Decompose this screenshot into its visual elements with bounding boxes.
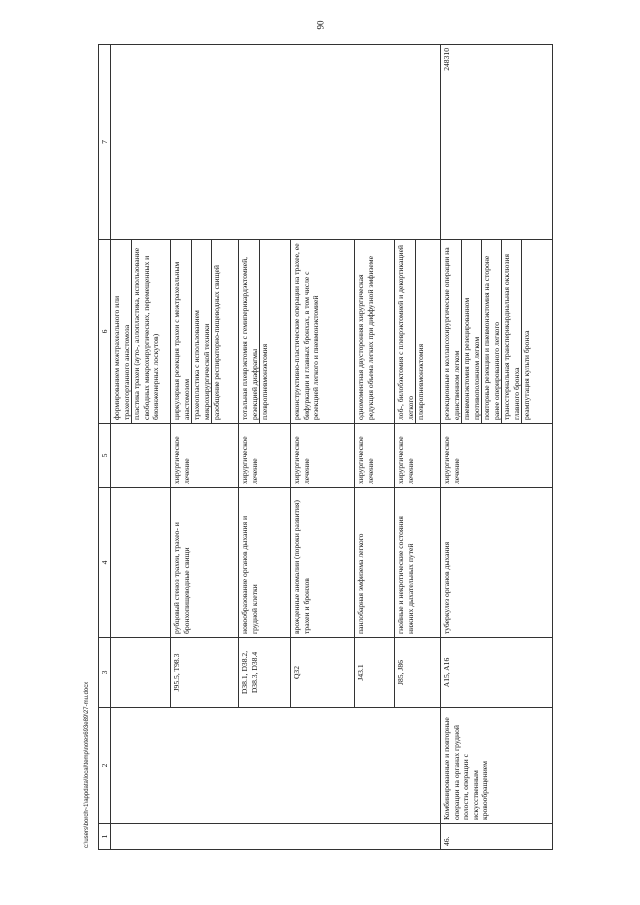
page-number: 90 <box>315 20 325 30</box>
treatment-cell: хирургическое лечение <box>239 424 291 488</box>
diagnosis-cell: врожденные аномалии (пороки развития) трахеи и бронхов <box>291 488 355 638</box>
treatment-cell: хирургическое лечение <box>355 424 395 488</box>
methods-cell: тотальная плеврэктомия с гемиперикардэктомией, резекцией диафрагмы плевропневмонэктомия <box>239 240 291 424</box>
methods-cell: резекционные и коллапсохирургические операции на единственном легком пневмонэктомия при резецированном противоположном легком повторные резекции и пневмонэктомия на стороне ранее оперированного легкого трансстернальная трансперикардиальная окклюзия главного бронха реампутация культи бронха <box>441 240 553 424</box>
col-header-3: 3 <box>99 638 111 708</box>
diagnosis-cell: туберкулез органов дыхания <box>441 488 553 638</box>
methods-cell: одномоментная двусторонняя хирургическая редукция объема легких при диффузной эмфиземе <box>355 240 395 424</box>
methods-cell: реконструктивно-пластические операции на трахее, ее бифуркации и главных бронхах, в том числе с резекцией легкого и пневмонэктомией <box>291 240 355 424</box>
diagnosis-cell: панлобарная эмфизема легкого <box>355 488 395 638</box>
services-table <box>98 44 553 850</box>
col-header-2: 2 <box>99 708 111 824</box>
file-path-footer: c:\users\borch~1\appdata\local\temp\notes693e89\27-mu.docx <box>84 681 90 848</box>
treatment-cell: хирургическое лечение <box>395 424 441 488</box>
treatment-cell: хирургическое лечение <box>441 424 553 488</box>
methods-cell: формированием межтрахеального или трахеогортанного анастомоза пластика трахеи (ауто-, аллопластика, использование свободных микрохирургических, перемещенных и биоинженерных лоскутов) <box>111 240 171 424</box>
code-cell: Q32 <box>291 638 355 708</box>
table-row <box>111 45 171 850</box>
rotated-table-container <box>98 45 608 850</box>
service-name-cell: Комбинированные и повторные операции на органах грудной полости, операции с искусственным кровообращением <box>441 708 553 824</box>
col-header-4: 4 <box>99 488 111 638</box>
treatment-cell: хирургическое лечение <box>291 424 355 488</box>
row-number: 46. <box>441 824 553 850</box>
methods-cell: лоб-, билобэктомия с плеврэктомией и декортикацией легкого плевропневмонэктомия <box>395 240 441 424</box>
col-header-5: 5 <box>99 424 111 488</box>
code-cell: A15, A16 <box>441 638 553 708</box>
diagnosis-cell: рубцовый стеноз трахеи, трахео- и бронхопищеводные свищи <box>171 488 239 638</box>
col-header-1: 1 <box>99 824 111 850</box>
price-cell: 248310 <box>441 45 553 240</box>
code-cell: J43.1 <box>355 638 395 708</box>
code-cell: J85, J86 <box>395 638 441 708</box>
methods-cell: циркулярная резекция трахеи с межтрахеальным анастомозом трахеопластика с использованием микрохирургической техники разобщение респираторно-пищеводных свищей <box>171 240 239 424</box>
diagnosis-cell: новообразование органов дыхания и грудной клетки <box>239 488 291 638</box>
col-header-6: 6 <box>99 240 111 424</box>
diagnosis-cell: гнойные и некротические состояния нижних дыхательных путей <box>395 488 441 638</box>
code-cell: J95.5, T98.3 <box>171 638 239 708</box>
table-row-46 <box>441 45 553 850</box>
code-cell: D38.1, D38.2, D38.3, D38.4 <box>239 638 291 708</box>
treatment-cell: хирургическое лечение <box>171 424 239 488</box>
header-row <box>99 45 111 850</box>
col-header-7: 7 <box>99 45 111 240</box>
